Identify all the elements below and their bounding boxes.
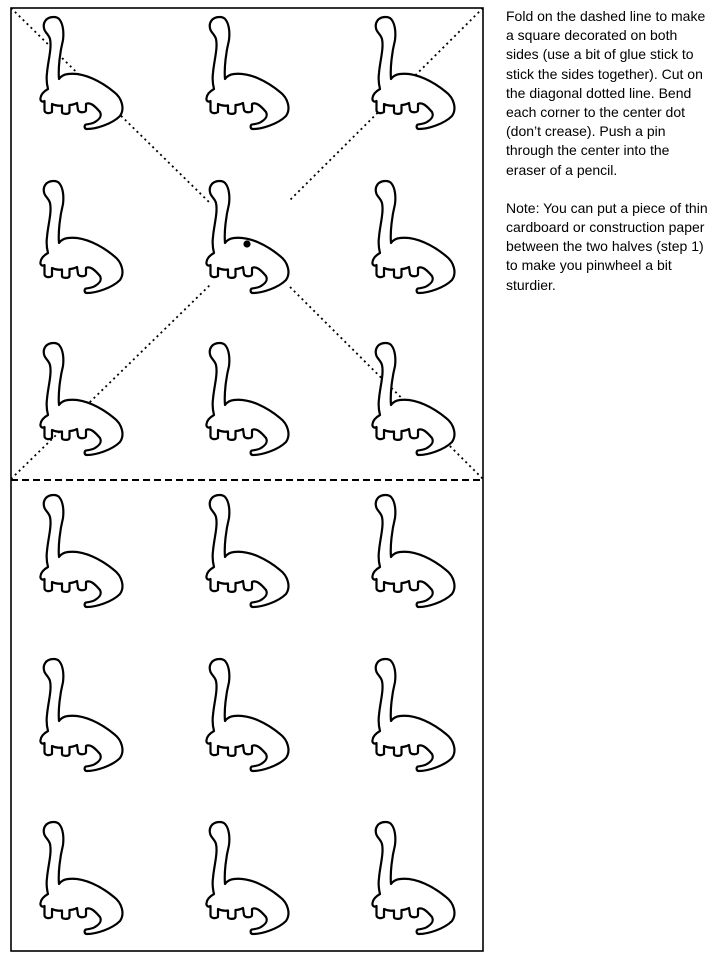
dinosaur-icon (372, 495, 454, 607)
dinosaur-icon (40, 181, 122, 293)
dinosaur-icon (372, 822, 454, 934)
dinosaur-icon (372, 17, 454, 129)
instructions-note-text: Note: You can put a piece of thin cardboard or construction paper between the two halves (step 1) to make you pinwheel a bit sturdier. (506, 199, 708, 293)
dinosaur-icon (206, 822, 288, 934)
dinosaur-icon (40, 495, 122, 607)
dinosaur-icon (372, 343, 454, 455)
dinosaur-icon (206, 17, 288, 129)
cut-diagonal-bottom-left (11, 285, 210, 479)
dinosaur-icon (372, 659, 454, 771)
dinosaur-icon (206, 343, 288, 455)
dinosaur-icon (372, 181, 454, 293)
instructions-step-text: Fold on the dashed line to make a square decorated on both sides (use a bit of glue stick to stick the sides together). Cut on the diagonal dotted line. Bend each corner to the center dot (don’t crease). Push a pin through the center into the eraser of a pencil. (506, 8, 706, 178)
center-dot-icon (243, 240, 250, 247)
dinosaur-icon (40, 17, 122, 129)
dinosaur-icon (40, 343, 122, 455)
dinosaur-icon (206, 181, 288, 293)
dinosaur-icon (206, 659, 288, 771)
dinosaur-icon (40, 822, 122, 934)
dinosaur-icon (206, 495, 288, 607)
dinosaur-grid (40, 17, 454, 934)
instructions-panel (506, 7, 710, 295)
dinosaur-icon (40, 659, 122, 771)
